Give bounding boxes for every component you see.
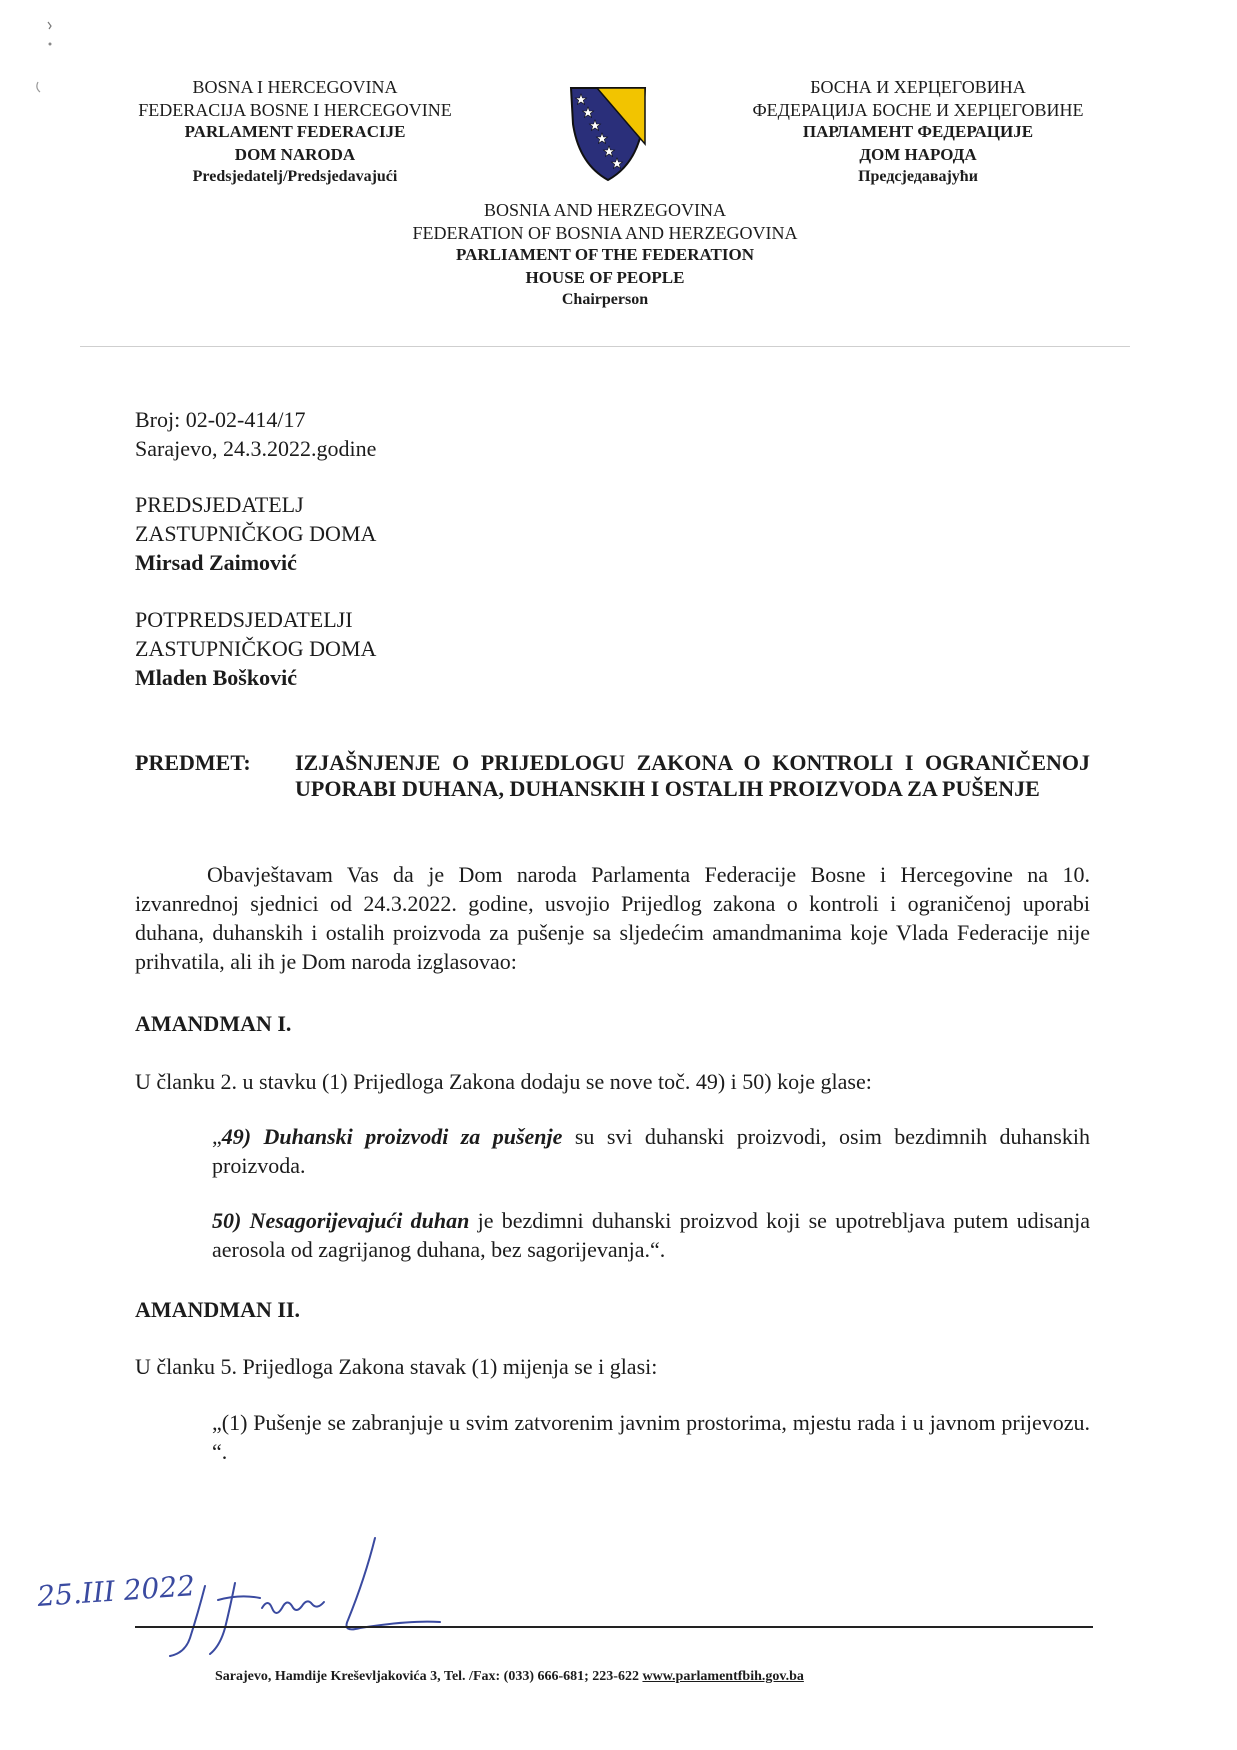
item-50-term: 50) Nesagorijevajući duhan — [212, 1208, 470, 1233]
header-left-line3: PARLAMENT FEDERACIJE — [184, 122, 406, 141]
signature-drawing — [30, 1528, 510, 1658]
recipient-block — [135, 490, 376, 577]
header-center-line5: Chairperson — [561, 291, 649, 308]
subject-text: IZJAŠNJENJE O PRIJEDLOGU ZAKONA O KONTROLI I OGRANIČENOJ UPORABI DUHANA, DUHANSKIH I OSTALIH PROIZVODA ZA PUŠENJE — [295, 750, 1090, 801]
header-left-line1: BOSNA I HERCEGOVINA — [192, 77, 398, 97]
coat-of-arms-icon — [567, 84, 649, 184]
footer-address-text: Sarajevo, Hamdije Kreševljakovića 3, Tel. /Fax: (033) 666-681; 223-622 — [215, 1669, 643, 1684]
header-center-line2: FEDERATION OF BOSNIA AND HERZEGOVINA — [412, 222, 798, 243]
subject-block — [135, 750, 1090, 802]
recipient-name: Mladen Bošković — [135, 665, 297, 690]
header-center-line4: HOUSE OF PEOPLE — [525, 267, 685, 287]
item-50-definition: je bezdimni duhanski proizvod koji se upotrebljava putem udisanja aerosola od zagrijanog duhana, bez sagorijevanja.“. — [212, 1208, 1090, 1262]
document-number: Broj: 02-02-414/17 — [135, 407, 306, 432]
recipient-title: ZASTUPNIČKOG DOMA — [135, 521, 377, 546]
header-left-line4: DOM NARODA — [234, 144, 356, 164]
header-right-line5: Предсједавајући — [858, 168, 978, 185]
header-left-line5: Predsjedatelj/Predsjedavajući — [192, 168, 398, 185]
subject-label: PREDMET: — [135, 750, 251, 775]
header-right-line4: ДОМ НАРОДА — [859, 144, 977, 164]
document-meta — [135, 405, 376, 463]
header-left-line2: FEDERACIJA BOSNE I HERCEGOVINE — [138, 99, 452, 120]
amendment-1-title: AMANDMAN I. — [135, 1011, 292, 1036]
amendment-1-text: U članku 2. u stavku (1) Prijedloga Zakona dodaju se nove toč. 49) i 50) koje glase: — [135, 1069, 872, 1094]
recipient-title: POTPREDSJEDATELJI — [135, 607, 353, 632]
footer-address — [215, 1669, 804, 1685]
recipient-name: Mirsad Zaimović — [135, 550, 297, 575]
header-left-latin — [100, 76, 490, 189]
document-place-date: Sarajevo, 24.3.2022.godine — [135, 436, 377, 461]
header-right-line3: ПАРЛАМЕНТ ФЕДЕРАЦИЈЕ — [802, 122, 1034, 141]
amendment-2-quote: „(1) Pušenje se zabranjuje u svim zatvorenim javnim prostorima, mjestu rada i u javnom prijevozu. “. — [212, 1410, 1090, 1464]
recipient-block — [135, 605, 376, 692]
header-center-english — [370, 199, 840, 312]
handwritten-date-signature — [30, 1528, 510, 1658]
website-link[interactable]: www.parlamentfbih.gov.ba — [642, 1669, 804, 1684]
amendment-2-text: U članku 5. Prijedloga Zakona stavak (1) mijenja se i glasi: — [135, 1354, 658, 1379]
header-right-line2: ФЕДЕРАЦИЈА БОСНЕ И ХЕРЦЕГОВИНЕ — [752, 99, 1084, 120]
handwritten-date: 25.III 2022 — [36, 1569, 196, 1613]
recipient-title: ZASTUPNIČKOG DOMA — [135, 636, 377, 661]
header-divider — [80, 346, 1130, 347]
recipient-title: PREDSJEDATELJ — [135, 492, 304, 517]
header-center-line1: BOSNIA AND HERZEGOVINA — [484, 200, 726, 220]
intro-paragraph: Obavještavam Vas da je Dom naroda Parlamenta Federacije Bosne i Hercegovine na 10. izvanrednoj sjednici od 24.3.2022. godine, usvojio Prijedlog zakona o kontroli i ograničenoj uporabi duhana, duhanskih i ostalih proizvoda za pušenje sa sljedećim amandmanima koje Vlada Federacije nije prihvatila, ali ih je Dom naroda izglasovao: — [135, 862, 1090, 974]
amendment-1-item-50 — [212, 1206, 1090, 1264]
header-right-line1: БОСНА И ХЕРЦЕГОВИНА — [810, 77, 1026, 97]
quote-open: „ — [212, 1124, 222, 1149]
scan-specks — [30, 12, 70, 102]
amendment-1-item-49 — [212, 1122, 1090, 1180]
header-right-cyrillic — [718, 76, 1118, 189]
footer-divider — [135, 1626, 1093, 1628]
header-center-line3: PARLIAMENT OF THE FEDERATION — [455, 245, 754, 264]
amendment-2-title: AMANDMAN II. — [135, 1297, 300, 1322]
item-49-term: 49) Duhanski proizvodi za pušenje — [221, 1124, 563, 1149]
item-49-definition: su svi duhanski proizvodi, osim bezdimnih duhanskih proizvoda. — [212, 1124, 1090, 1178]
